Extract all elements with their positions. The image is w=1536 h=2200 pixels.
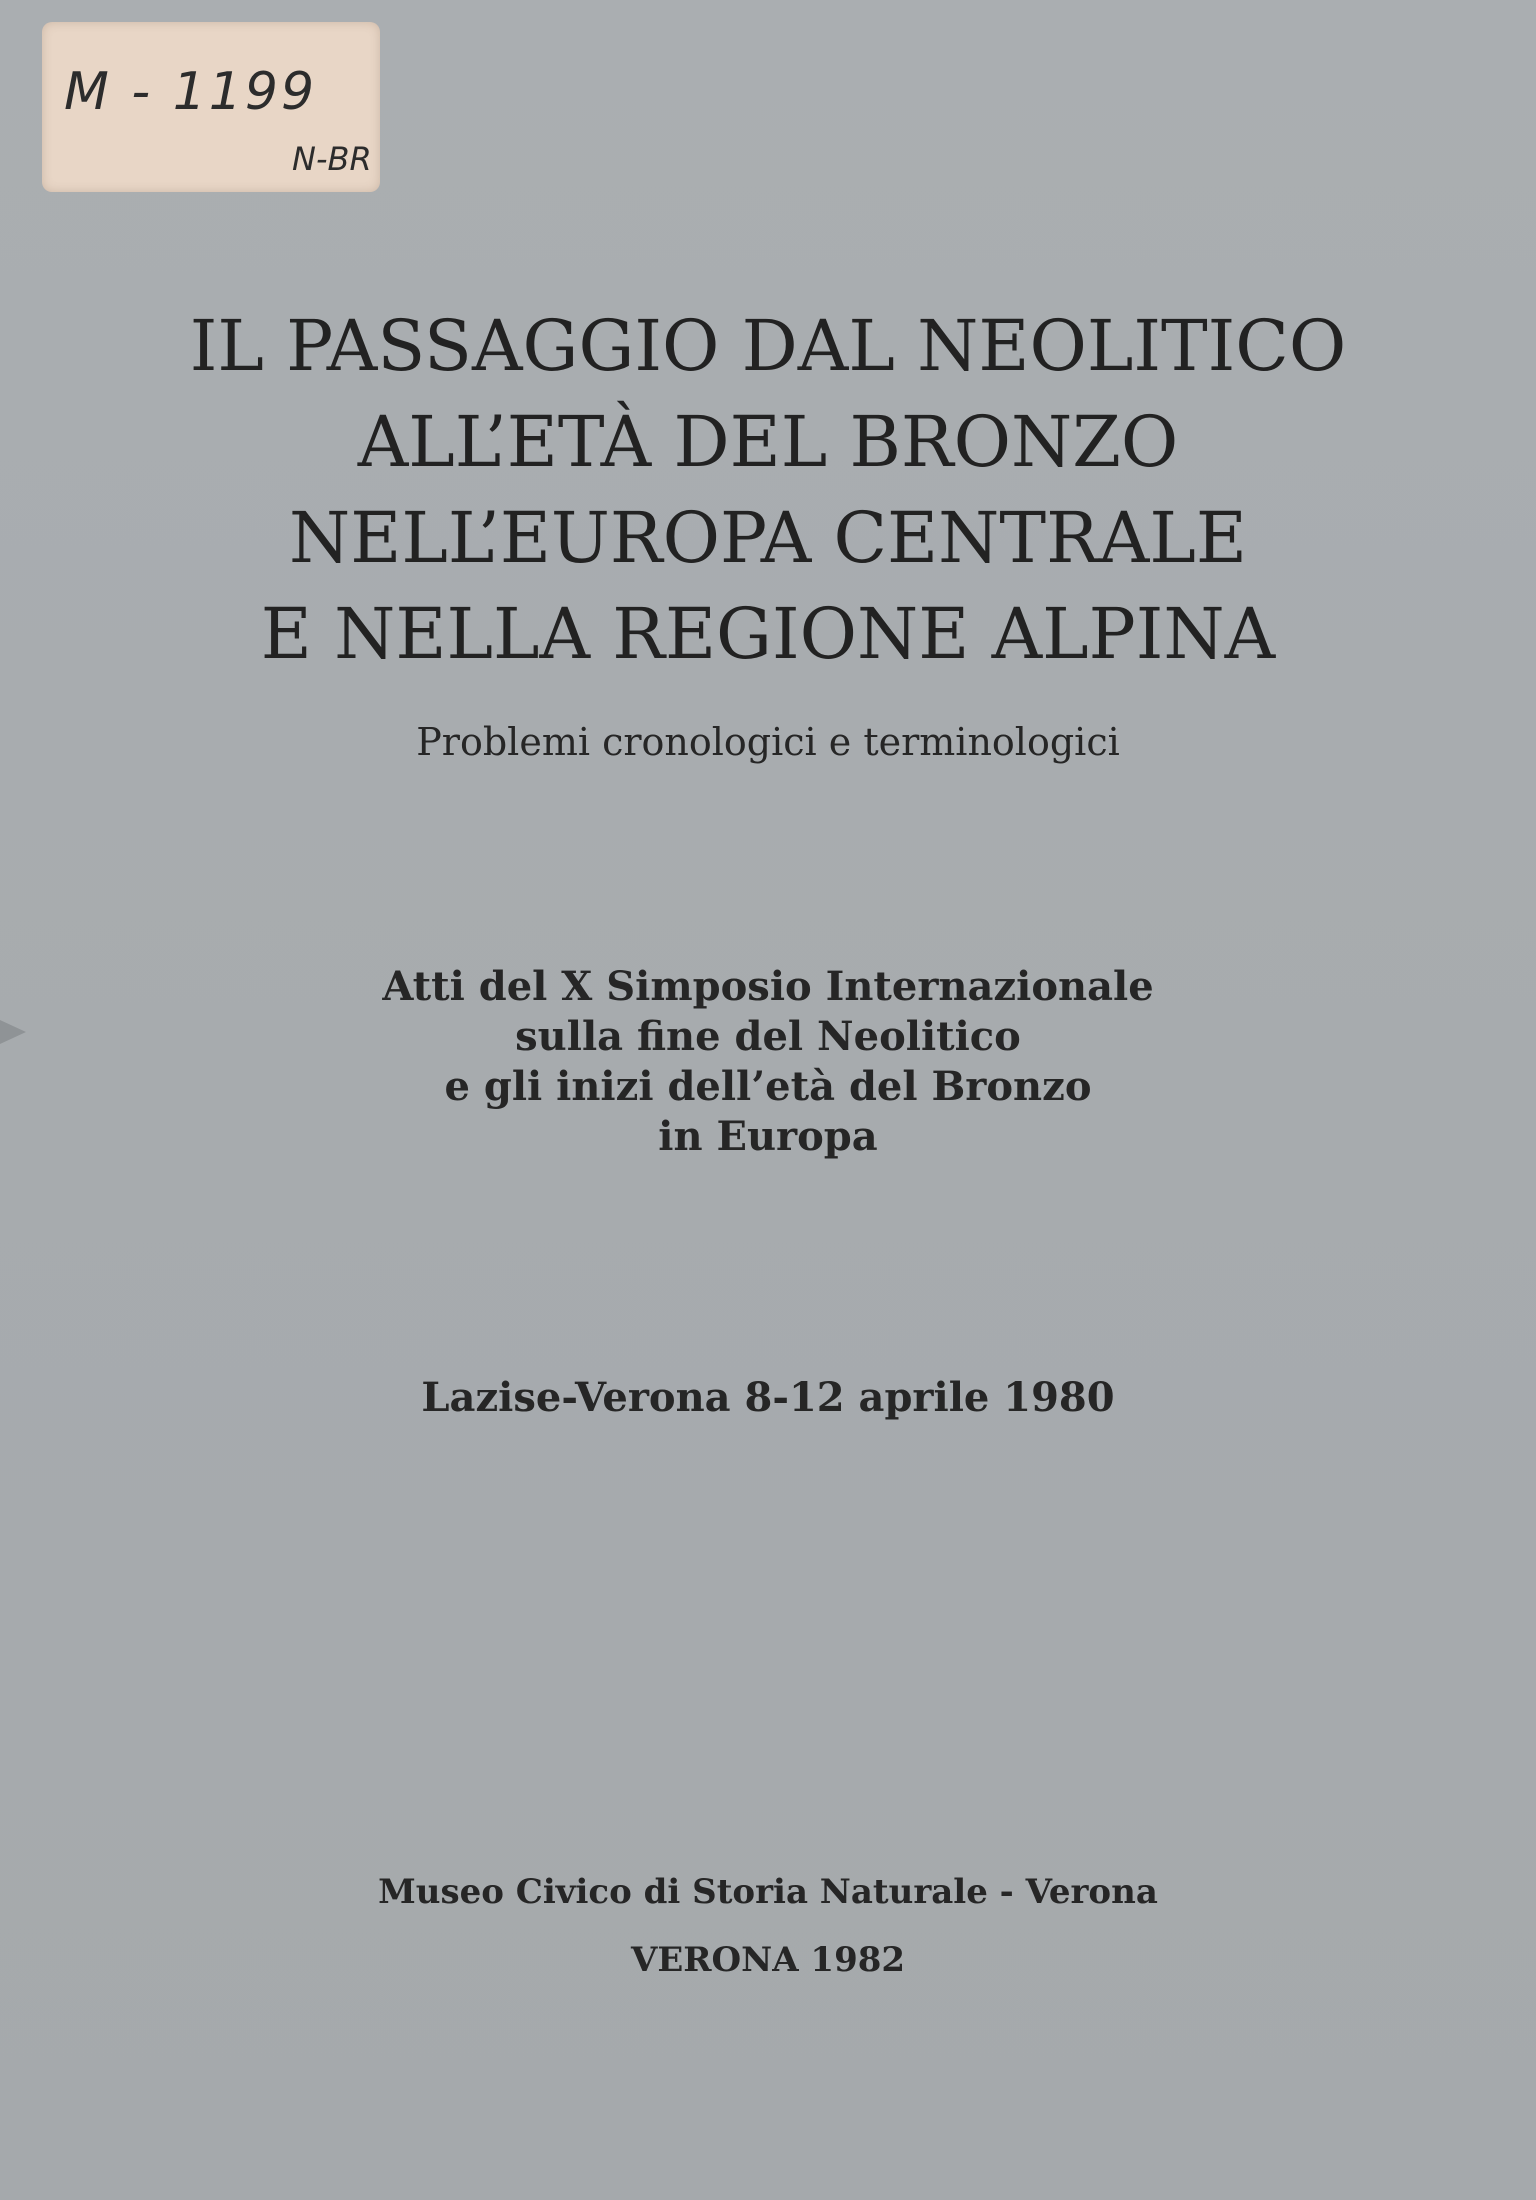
library-shelf-label [42, 22, 380, 192]
publisher: Museo Civico di Storia Naturale - Verona [378, 1872, 1158, 1912]
title-line-3: NELL’EUROPA CENTRALE [289, 497, 1247, 579]
title-line-1: IL PASSAGGIO DAL NEOLITICO [189, 305, 1347, 387]
book-subtitle: Problemi cronologici e terminologici [416, 720, 1120, 764]
shelf-subcode: N-BR [292, 140, 372, 178]
event-place-date: Lazise-Verona 8-12 aprile 1980 [421, 1374, 1115, 1421]
publication-place-year: VERONA 1982 [630, 1940, 906, 1980]
proceedings-line-4: in Europa [658, 1113, 878, 1160]
proceedings-line-2: sulla fine del Neolitico [515, 1013, 1021, 1060]
proceedings-description [0, 962, 1536, 1162]
title-line-2: ALL’ETÀ DEL BRONZO [357, 401, 1179, 483]
title-line-4: E NELLA REGIONE ALPINA [260, 593, 1276, 675]
book-title [0, 298, 1536, 682]
shelf-code: M - 1199 [64, 62, 318, 122]
proceedings-line-3: e gli inizi dell’età del Bronzo [444, 1063, 1092, 1110]
proceedings-line-1: Atti del X Simposio Internazionale [382, 963, 1154, 1010]
